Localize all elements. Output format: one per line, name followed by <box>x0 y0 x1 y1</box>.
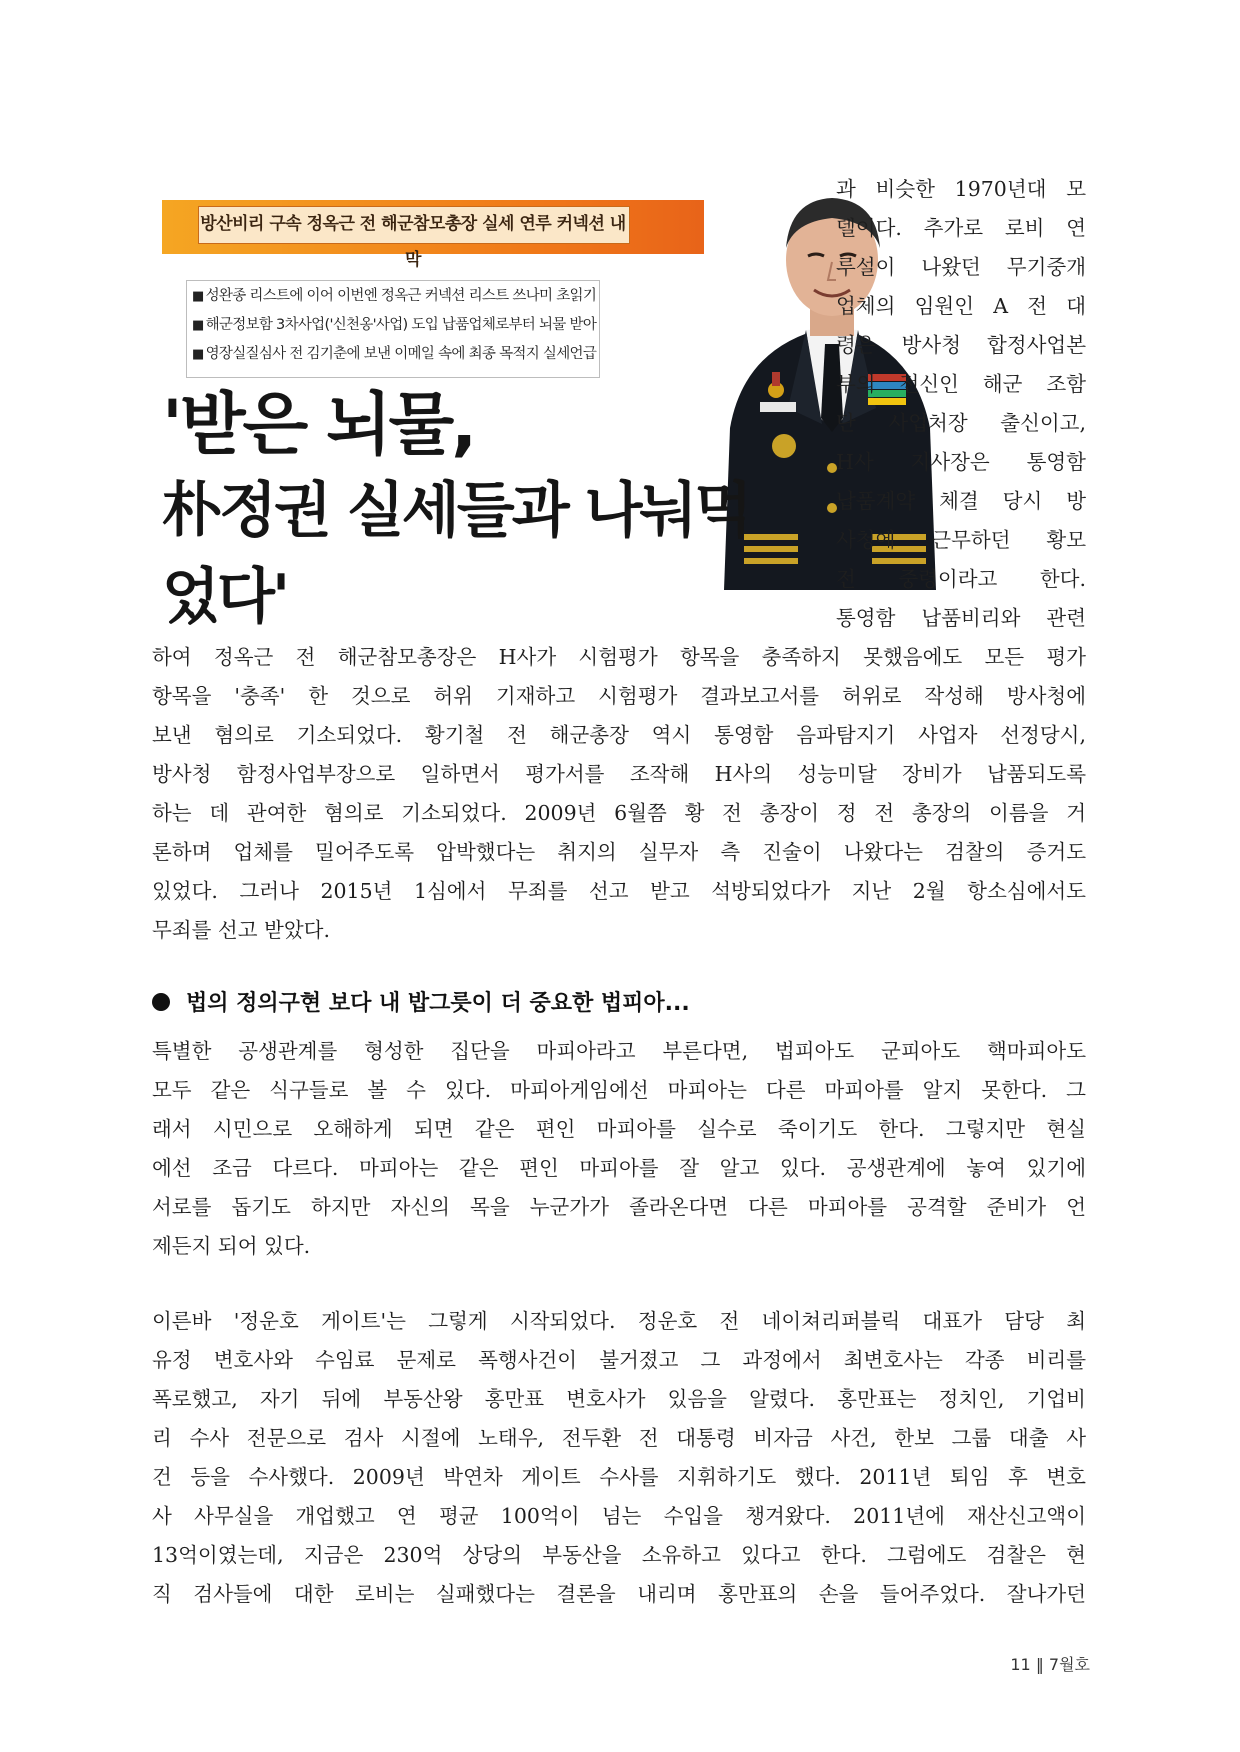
text-line: 전 중령이라고 한다. <box>836 567 1086 591</box>
paragraph-2 <box>152 1032 1086 1266</box>
text-line: 납품계약 체결 당시 방 <box>836 489 1086 513</box>
page-footer <box>1010 1652 1090 1675</box>
paragraph-1 <box>152 638 1086 950</box>
text-line: 부의 전신인 해군 조함 <box>836 372 1086 396</box>
headline-line-2: 朴정권 실세들과 나눠먹었다' <box>162 476 750 632</box>
text-line: 항목을 '충족' 한 것으로 허위 기재하고 시험평가 결과보고서를 허위로 작성해 방사청에 <box>152 684 1086 708</box>
page-number: 11 <box>1010 1655 1031 1674</box>
text-line: 리 수사 전문으로 검사 시절에 노태우, 전두환 전 대통령 비자금 사건, 한보 그룹 대출 사 <box>152 1426 1086 1450</box>
text-line: 제든지 되어 있다. <box>152 1234 311 1258</box>
text-line: H사 지사장은 통영함 <box>836 450 1086 474</box>
text-line: 모두 같은 식구들로 볼 수 있다. 마피아게임에선 마피아는 다른 마피아를 알지 못한다. 그 <box>152 1078 1086 1102</box>
section-heading-text: 법의 정의구현 보다 내 밥그릇이 더 중요한 법피아... <box>186 991 690 1016</box>
text-line: 유정 변호사와 수임료 문제로 폭행사건이 불거졌고 그 과정에서 최변호사는 각종 비리를 <box>152 1348 1086 1372</box>
text-line: 특별한 공생관계를 형성한 집단을 마피아라고 부른다면, 법피아도 군피아도 핵마피아도 <box>152 1039 1086 1063</box>
text-line: 통영함 납품비리와 관련 <box>836 606 1086 630</box>
text-line: 하여 정옥근 전 해군참모총장은 H사가 시험평가 항목을 충족하지 못했음에도 모든 평가 <box>152 645 1086 669</box>
text-line: 보낸 혐의로 기소되었다. 황기철 전 해군총장 역시 통영함 음파탐지기 사업자 선정당시, <box>152 723 1086 747</box>
text-line: 론하며 업체를 밀어주도록 압박했다는 취지의 실무자 측 진술이 나왔다는 검찰의 증거도 <box>152 840 1086 864</box>
side-column-text <box>836 170 1086 638</box>
text-line: 델이다. 추가로 로비 연 <box>836 216 1086 240</box>
text-line: 루설이 나왔던 무기중개 <box>836 255 1086 279</box>
bullet-dot-icon <box>152 993 170 1011</box>
text-line: 방사청 함정사업부장으로 일하면서 평가서를 조작해 H사의 성능미달 장비가 납품되도록 <box>152 762 1086 786</box>
paragraph-3 <box>152 1302 1086 1614</box>
text-line: 직 검사들에 대한 로비는 실패했다는 결론을 내리며 홍만표의 손을 들어주었다. 잘나가던 <box>152 1582 1086 1606</box>
text-line: 이른바 '정운호 게이트'는 그렇게 시작되었다. 정운호 전 네이쳐리퍼블릭 대표가 담당 최 <box>152 1309 1086 1333</box>
clipping-headline <box>162 384 802 640</box>
text-line: 13억이였는데, 지금은 230억 상당의 부동산을 소유하고 있다고 한다. 그럼에도 검찰은 현 <box>152 1543 1086 1567</box>
news-clipping-image <box>152 178 810 632</box>
text-line: 단 사업처장 출신이고, <box>836 411 1086 435</box>
issue-label: 7월호 <box>1048 1655 1090 1674</box>
clipping-bullet-list <box>192 282 597 369</box>
text-line: 하는 데 관여한 혐의로 기소되었다. 2009년 6월쯤 황 전 총장이 정 전 총장의 이름을 거 <box>152 801 1086 825</box>
text-line: 서로를 돕기도 하지만 자신의 목을 누군가가 졸라온다면 다른 마피아를 공격할 준비가 언 <box>152 1195 1086 1219</box>
text-line: 무죄를 선고 받았다. <box>152 918 330 942</box>
text-line: 폭로했고, 자기 뒤에 부동산왕 홍만표 변호사가 있음을 알렸다. 홍만표는 정치인, 기업비 <box>152 1387 1086 1411</box>
text-line: 과 비슷한 1970년대 모 <box>836 177 1086 201</box>
text-line: 래서 시민으로 오해하게 되면 같은 편인 마피아를 실수로 죽이기도 한다. 그렇지만 현실 <box>152 1117 1086 1141</box>
headline-line-1: '받은 뇌물, <box>162 386 475 465</box>
clipping-kicker: 방산비리 구속 정옥근 전 해군참모총장 실세 연루 커넥션 내막 <box>200 214 626 270</box>
clipping-bullet: ■ 영장실질심사 전 김기춘에 보낸 이메일 속에 최종 목적지 실세언급 <box>192 340 594 369</box>
footer-separator: ‖ <box>1035 1655 1044 1674</box>
text-line: 에선 조금 다르다. 마피아는 같은 편인 마피아를 잘 알고 있다. 공생관계에 놓여 있기에 <box>152 1156 1086 1180</box>
text-line: 령은 방사청 합정사업본 <box>836 333 1086 357</box>
text-line: 사 사무실을 개업했고 연 평균 100억이 넘는 수입을 챙겨왔다. 2011년에 재산신고액이 <box>152 1504 1086 1528</box>
text-line: 사청에 근무하던 황모 <box>836 528 1086 552</box>
text-line: 있었다. 그러나 2015년 1심에서 무죄를 선고 받고 석방되었다가 지난 2월 항소심에서도 <box>152 879 1086 903</box>
clipping-bullet: ■ 해군정보함 3차사업('신천옹'사업) 도입 납품업체로부터 뇌물 받아 <box>192 311 594 340</box>
clipping-bullet: ■ 성완종 리스트에 이어 이번엔 정옥근 커넥션 리스트 쓰나미 초읽기 <box>192 282 594 311</box>
section-heading <box>152 986 690 1017</box>
text-line: 업체의 임원인 A 전 대 <box>836 294 1086 318</box>
text-line: 건 등을 수사했다. 2009년 박연차 게이트 수사를 지휘하기도 했다. 2011년 퇴임 후 변호 <box>152 1465 1086 1489</box>
